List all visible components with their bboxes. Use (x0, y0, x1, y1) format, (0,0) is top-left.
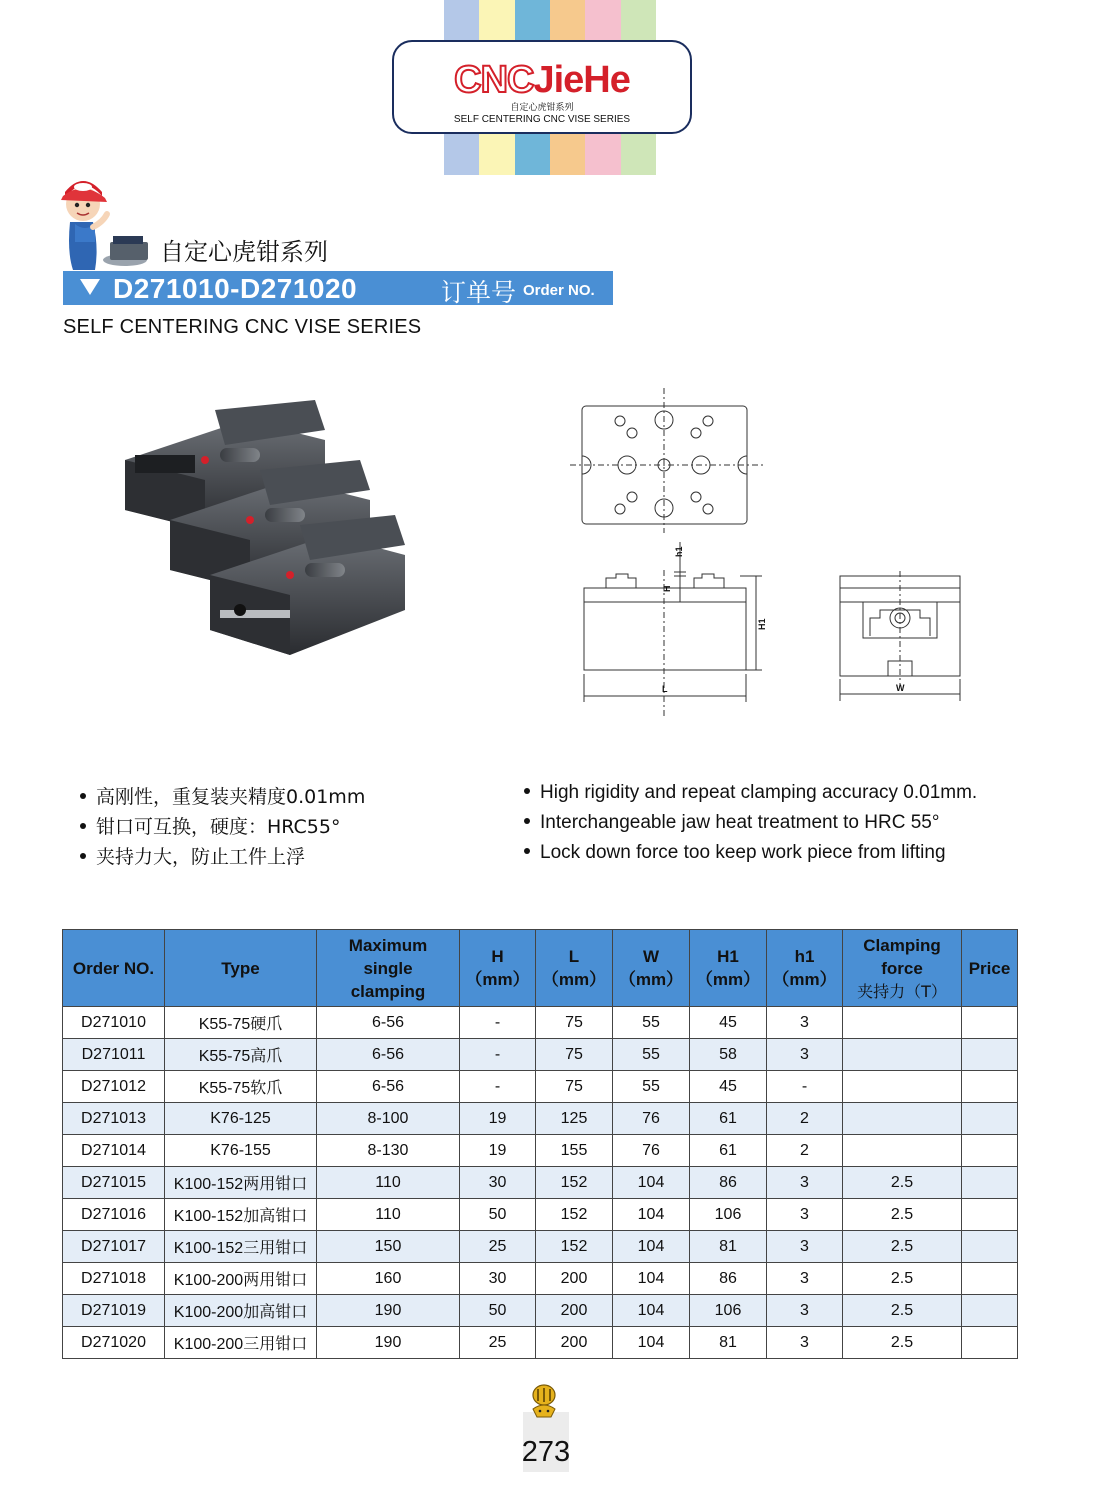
logo-subtitle-en: SELF CENTERING CNC VISE SERIES (453, 114, 631, 125)
cell-type: K55-75软爪 (165, 1071, 317, 1103)
cell-H1: 45 (690, 1071, 767, 1103)
table-row (63, 1327, 1018, 1359)
cell-w: 76 (613, 1135, 690, 1167)
cell-force (843, 1135, 962, 1167)
cell-clamping: 190 (317, 1295, 460, 1327)
cell-h1: 3 (767, 1039, 843, 1071)
cell-w: 55 (613, 1071, 690, 1103)
cell-price (962, 1199, 1018, 1231)
bullet-icon (524, 818, 530, 824)
cell-w: 104 (613, 1231, 690, 1263)
cell-type: K55-75高爪 (165, 1039, 317, 1071)
table-row (63, 1199, 1018, 1231)
table-row (63, 1263, 1018, 1295)
cell-force: 2.5 (843, 1263, 962, 1295)
cell-h: 50 (460, 1199, 536, 1231)
col-header-h: H （mm） (460, 930, 536, 1007)
col-header-order: Order NO. (63, 930, 165, 1007)
drawing-side-view (825, 566, 975, 711)
cell-price (962, 1327, 1018, 1359)
dim-label-h: H (662, 585, 672, 592)
spec-table (62, 929, 1018, 1359)
cell-l: 75 (536, 1007, 613, 1039)
order-range: D271010-D271020 (113, 273, 358, 304)
table-row (63, 1295, 1018, 1327)
cell-H1: 81 (690, 1327, 767, 1359)
table-row (63, 1071, 1018, 1103)
cell-clamping: 8-100 (317, 1103, 460, 1135)
feature-cn-item: 夹持力大，防止工件上浮 (80, 842, 365, 872)
cell-order: D271018 (63, 1263, 165, 1295)
cell-force: 2.5 (843, 1327, 962, 1359)
logo-subtitle-cn: 自定心虎钳系列 (510, 103, 574, 113)
cell-force: 2.5 (843, 1295, 962, 1327)
cell-clamping: 150 (317, 1231, 460, 1263)
cell-type: K100-200加高钳口 (165, 1295, 317, 1327)
cell-type: K100-200三用钳口 (165, 1327, 317, 1359)
cell-h: 30 (460, 1263, 536, 1295)
cell-h1: 2 (767, 1103, 843, 1135)
cell-clamping: 6-56 (317, 1071, 460, 1103)
table-row (63, 1135, 1018, 1167)
mascot-illustration (55, 172, 150, 272)
cell-order: D271011 (63, 1039, 165, 1071)
order-label-en: Order NO. (523, 282, 595, 299)
col-header-h1: h1 （mm） (767, 930, 843, 1007)
cell-h: 19 (460, 1103, 536, 1135)
cell-l: 125 (536, 1103, 613, 1135)
cell-type: K100-200两用钳口 (165, 1263, 317, 1295)
cell-h1: 3 (767, 1167, 843, 1199)
cell-w: 104 (613, 1263, 690, 1295)
page-number: 273 (521, 1436, 571, 1468)
cell-w: 104 (613, 1327, 690, 1359)
cell-price (962, 1007, 1018, 1039)
cell-l: 75 (536, 1071, 613, 1103)
feature-cn-item: 高刚性，重复装夹精度0.01mm (80, 782, 365, 812)
col-header-H1: H1 （mm） (690, 930, 767, 1007)
cell-h1: 3 (767, 1295, 843, 1327)
drawing-front-view (570, 542, 785, 717)
col-header-price: Price (962, 930, 1018, 1007)
features-en (524, 778, 977, 868)
table-row (63, 1167, 1018, 1199)
cell-w: 55 (613, 1007, 690, 1039)
cell-order: D271014 (63, 1135, 165, 1167)
drawing-top-view (570, 388, 765, 533)
cell-H1: 106 (690, 1199, 767, 1231)
bullet-icon (80, 793, 86, 799)
feature-en-item: Lock down force too keep work piece from lifting (524, 838, 977, 868)
cell-price (962, 1263, 1018, 1295)
cell-type: K100-152加高钳口 (165, 1199, 317, 1231)
cell-l: 75 (536, 1039, 613, 1071)
cell-h1: 3 (767, 1327, 843, 1359)
cell-h1: 3 (767, 1263, 843, 1295)
cell-type: K76-155 (165, 1135, 317, 1167)
cell-w: 55 (613, 1039, 690, 1071)
cell-price (962, 1103, 1018, 1135)
cell-order: D271015 (63, 1167, 165, 1199)
feature-en-item: High rigidity and repeat clamping accuracy 0.01mm. (524, 778, 977, 808)
col-header-max-clamping: Maximum single clamping (317, 930, 460, 1007)
cell-h1: - (767, 1071, 843, 1103)
cell-force (843, 1007, 962, 1039)
col-header-clamping-force: Clamping force 夹持力（T） (843, 930, 962, 1007)
cell-h: 25 (460, 1231, 536, 1263)
feature-en-item: Interchangeable jaw heat treatment to HRC 55° (524, 808, 977, 838)
cell-force: 2.5 (843, 1199, 962, 1231)
cell-force: 2.5 (843, 1167, 962, 1199)
cell-w: 104 (613, 1295, 690, 1327)
cell-clamping: 8-130 (317, 1135, 460, 1167)
dim-label-h1-small: h1 (674, 546, 684, 557)
gear-mascot-icon (527, 1383, 561, 1423)
cell-order: D271020 (63, 1327, 165, 1359)
order-label-cn: 订单号 (441, 278, 517, 307)
cell-clamping: 110 (317, 1167, 460, 1199)
cell-order: D271010 (63, 1007, 165, 1039)
cell-H1: 58 (690, 1039, 767, 1071)
cell-order: D271016 (63, 1199, 165, 1231)
cell-force: 2.5 (843, 1231, 962, 1263)
cell-force (843, 1071, 962, 1103)
feature-cn-item: 钳口可互换，硬度：HRC55° (80, 812, 365, 842)
cell-l: 200 (536, 1295, 613, 1327)
cell-clamping: 6-56 (317, 1007, 460, 1039)
cell-H1: 45 (690, 1007, 767, 1039)
cell-price (962, 1167, 1018, 1199)
cell-order: D271013 (63, 1103, 165, 1135)
cell-force (843, 1103, 962, 1135)
bullet-icon (80, 853, 86, 859)
cell-h: - (460, 1007, 536, 1039)
cell-h1: 3 (767, 1199, 843, 1231)
cell-h: - (460, 1071, 536, 1103)
cell-order: D271019 (63, 1295, 165, 1327)
dim-label-W: W (896, 683, 905, 693)
cell-w: 76 (613, 1103, 690, 1135)
dim-label-H1: H1 (757, 618, 767, 630)
features-cn (80, 782, 365, 872)
brand-logo (392, 40, 692, 134)
cell-price (962, 1071, 1018, 1103)
cell-l: 152 (536, 1167, 613, 1199)
cell-price (962, 1295, 1018, 1327)
cell-order: D271012 (63, 1071, 165, 1103)
cell-order: D271017 (63, 1231, 165, 1263)
cell-clamping: 190 (317, 1327, 460, 1359)
logo-cnc: CNC (454, 59, 534, 101)
cell-H1: 86 (690, 1167, 767, 1199)
cell-H1: 61 (690, 1135, 767, 1167)
cell-type: K55-75硬爪 (165, 1007, 317, 1039)
cell-H1: 61 (690, 1103, 767, 1135)
bullet-icon (80, 823, 86, 829)
cell-clamping: 110 (317, 1199, 460, 1231)
cell-w: 104 (613, 1199, 690, 1231)
table-row (63, 1007, 1018, 1039)
cell-h: 19 (460, 1135, 536, 1167)
cell-price (962, 1231, 1018, 1263)
bullet-icon (524, 788, 530, 794)
col-header-type: Type (165, 930, 317, 1007)
cell-l: 152 (536, 1199, 613, 1231)
cell-h: - (460, 1039, 536, 1071)
dim-label-L: L (662, 684, 668, 694)
cell-h: 50 (460, 1295, 536, 1327)
cell-l: 152 (536, 1231, 613, 1263)
bullet-icon (524, 848, 530, 854)
cell-type: K76-125 (165, 1103, 317, 1135)
cell-price (962, 1135, 1018, 1167)
cell-H1: 86 (690, 1263, 767, 1295)
cell-H1: 81 (690, 1231, 767, 1263)
triangle-down-icon (80, 279, 100, 295)
cell-h1: 2 (767, 1135, 843, 1167)
cell-clamping: 160 (317, 1263, 460, 1295)
logo-brand: JieHe (533, 59, 630, 101)
cell-h: 25 (460, 1327, 536, 1359)
cell-h1: 3 (767, 1231, 843, 1263)
table-header-row (63, 930, 1018, 1007)
series-title-en: SELF CENTERING CNC VISE SERIES (63, 316, 422, 338)
cell-type: K100-152三用钳口 (165, 1231, 317, 1263)
cell-l: 200 (536, 1327, 613, 1359)
table-row (63, 1039, 1018, 1071)
series-title-cn: 自定心虎钳系列 (160, 238, 328, 266)
cell-l: 200 (536, 1263, 613, 1295)
cell-force (843, 1039, 962, 1071)
cell-l: 155 (536, 1135, 613, 1167)
table-row (63, 1231, 1018, 1263)
cell-type: K100-152两用钳口 (165, 1167, 317, 1199)
col-header-l: L （mm） (536, 930, 613, 1007)
order-number-bar (63, 271, 613, 305)
logo-wordmark (394, 60, 690, 100)
col-header-w: W （mm） (613, 930, 690, 1007)
cell-h: 30 (460, 1167, 536, 1199)
cell-price (962, 1039, 1018, 1071)
product-photo (115, 400, 415, 670)
cell-H1: 106 (690, 1295, 767, 1327)
cell-w: 104 (613, 1167, 690, 1199)
table-body (63, 1007, 1018, 1359)
table-row (63, 1103, 1018, 1135)
cell-h1: 3 (767, 1007, 843, 1039)
cell-clamping: 6-56 (317, 1039, 460, 1071)
